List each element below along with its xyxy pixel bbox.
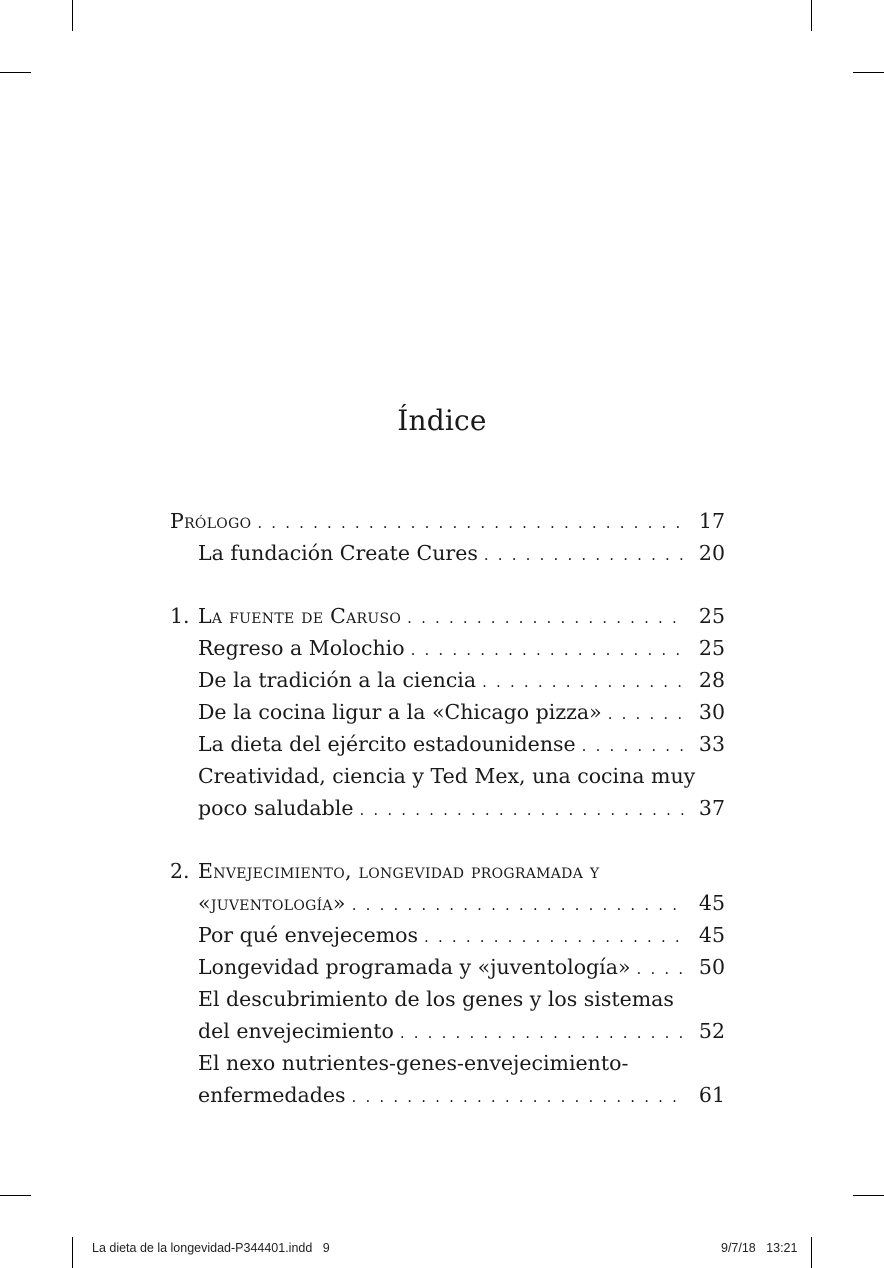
toc-leader-dots — [484, 539, 685, 571]
toc-entry-label: La dieta del ejército estadounidense — [198, 732, 576, 756]
toc-page-number: 17 — [698, 509, 725, 533]
toc-entry[interactable] — [170, 664, 725, 696]
crop-mark-top-right — [811, 0, 812, 31]
crop-mark-left-top — [0, 72, 31, 73]
toc-entry-continuation[interactable] — [170, 983, 725, 1015]
toc-chapter-heading — [170, 855, 599, 887]
toc-page-number: 25 — [698, 604, 725, 628]
toc-entry-label: Regreso a Molochio — [198, 636, 405, 660]
toc-leader-dots — [352, 889, 685, 921]
toc-page-number: 61 — [698, 1083, 725, 1107]
footer-file-info: La dieta de la longevidad-P344401.indd 9 — [92, 1241, 330, 1255]
toc-entry[interactable] — [170, 887, 725, 919]
toc-leader-dots — [407, 602, 685, 634]
page-title: Índice — [397, 404, 487, 437]
toc-entry-label-line1: El nexo nutrientes-genes-envejecimiento- — [198, 1051, 629, 1075]
crop-mark-bottom-left — [72, 1237, 73, 1268]
toc-entry-label-line2: poco saludable — [198, 796, 354, 820]
toc-entry-label: La fundación Create Cures — [198, 541, 478, 565]
toc-entry-label-line2: enfermedades — [198, 1083, 346, 1107]
toc-entry-label-line2: del envejecimiento — [198, 1019, 394, 1043]
toc-leader-dots — [582, 730, 685, 762]
toc-page-number: 50 — [698, 955, 725, 979]
toc-entry-label: La fuente de Caruso — [198, 604, 402, 628]
crop-mark-top-left — [72, 0, 73, 31]
toc-entry-label-line1: Envejecimiento, longevidad programada y — [198, 859, 600, 883]
toc-entry[interactable] — [170, 951, 725, 983]
toc-leader-dots — [411, 634, 685, 666]
toc-page-number: 30 — [698, 700, 725, 724]
toc-page-number: 33 — [698, 732, 725, 756]
toc-entry[interactable] — [170, 696, 725, 728]
toc-entry-continuation[interactable] — [170, 760, 725, 792]
crop-mark-right-top — [853, 72, 884, 73]
toc-entry-label: Longevidad programada y «juventología» — [198, 955, 631, 979]
toc-entry-label: Prólogo — [170, 509, 252, 533]
toc-leader-dots — [608, 698, 685, 730]
toc-entry-label-line2: «juventología» — [198, 891, 346, 915]
toc-entry-continuation[interactable] — [170, 1047, 725, 1079]
toc-page-number: 37 — [698, 796, 725, 820]
toc-entry-label: De la tradición a la ciencia — [198, 668, 477, 692]
toc-entry[interactable] — [170, 728, 725, 760]
toc-entry-label: De la cocina ligur a la «Chicago pizza» — [198, 700, 602, 724]
toc-leader-dots — [257, 507, 685, 539]
toc-leader-dots — [400, 1017, 685, 1049]
toc-entry-label-line1: Creatividad, ciencia y Ted Mex, una cocina muy — [198, 764, 696, 788]
chapter-number: 1. — [170, 604, 190, 628]
footer-datetime: 9/7/18 13:21 — [721, 1241, 798, 1255]
toc-leader-dots — [482, 666, 685, 698]
toc-entry[interactable] — [170, 919, 725, 951]
crop-mark-right-bottom — [853, 1195, 884, 1196]
toc-chapter-heading — [170, 600, 401, 632]
toc-leader-dots — [359, 794, 684, 826]
toc-entry[interactable] — [170, 792, 725, 824]
crop-mark-bottom-right — [811, 1237, 812, 1268]
toc-entry[interactable] — [170, 537, 725, 569]
toc-entry-label: Por qué envejecemos — [198, 923, 419, 947]
crop-mark-left-bottom — [0, 1195, 31, 1196]
toc-entry[interactable] — [170, 632, 725, 664]
toc-page-number: 28 — [698, 668, 725, 692]
toc-page-number: 45 — [698, 923, 725, 947]
toc-page-number: 20 — [698, 541, 725, 565]
toc-entry-prologue[interactable] — [170, 505, 725, 537]
toc-leader-dots — [637, 953, 685, 985]
toc-entry-chapter-2[interactable] — [170, 855, 725, 887]
toc-page-number: 25 — [698, 636, 725, 660]
toc-entry-chapter-1[interactable] — [170, 600, 725, 632]
toc-page-number: 45 — [698, 891, 725, 915]
toc-entry[interactable] — [170, 1079, 725, 1111]
chapter-number: 2. — [170, 859, 190, 883]
toc-leader-dots — [352, 1081, 685, 1113]
toc-entry[interactable] — [170, 1015, 725, 1047]
toc-page-number: 52 — [698, 1019, 725, 1043]
toc-leader-dots — [424, 921, 685, 953]
table-of-contents — [170, 505, 725, 1111]
toc-entry-label-line1: El descubrimiento de los genes y los sistemas — [198, 987, 674, 1011]
